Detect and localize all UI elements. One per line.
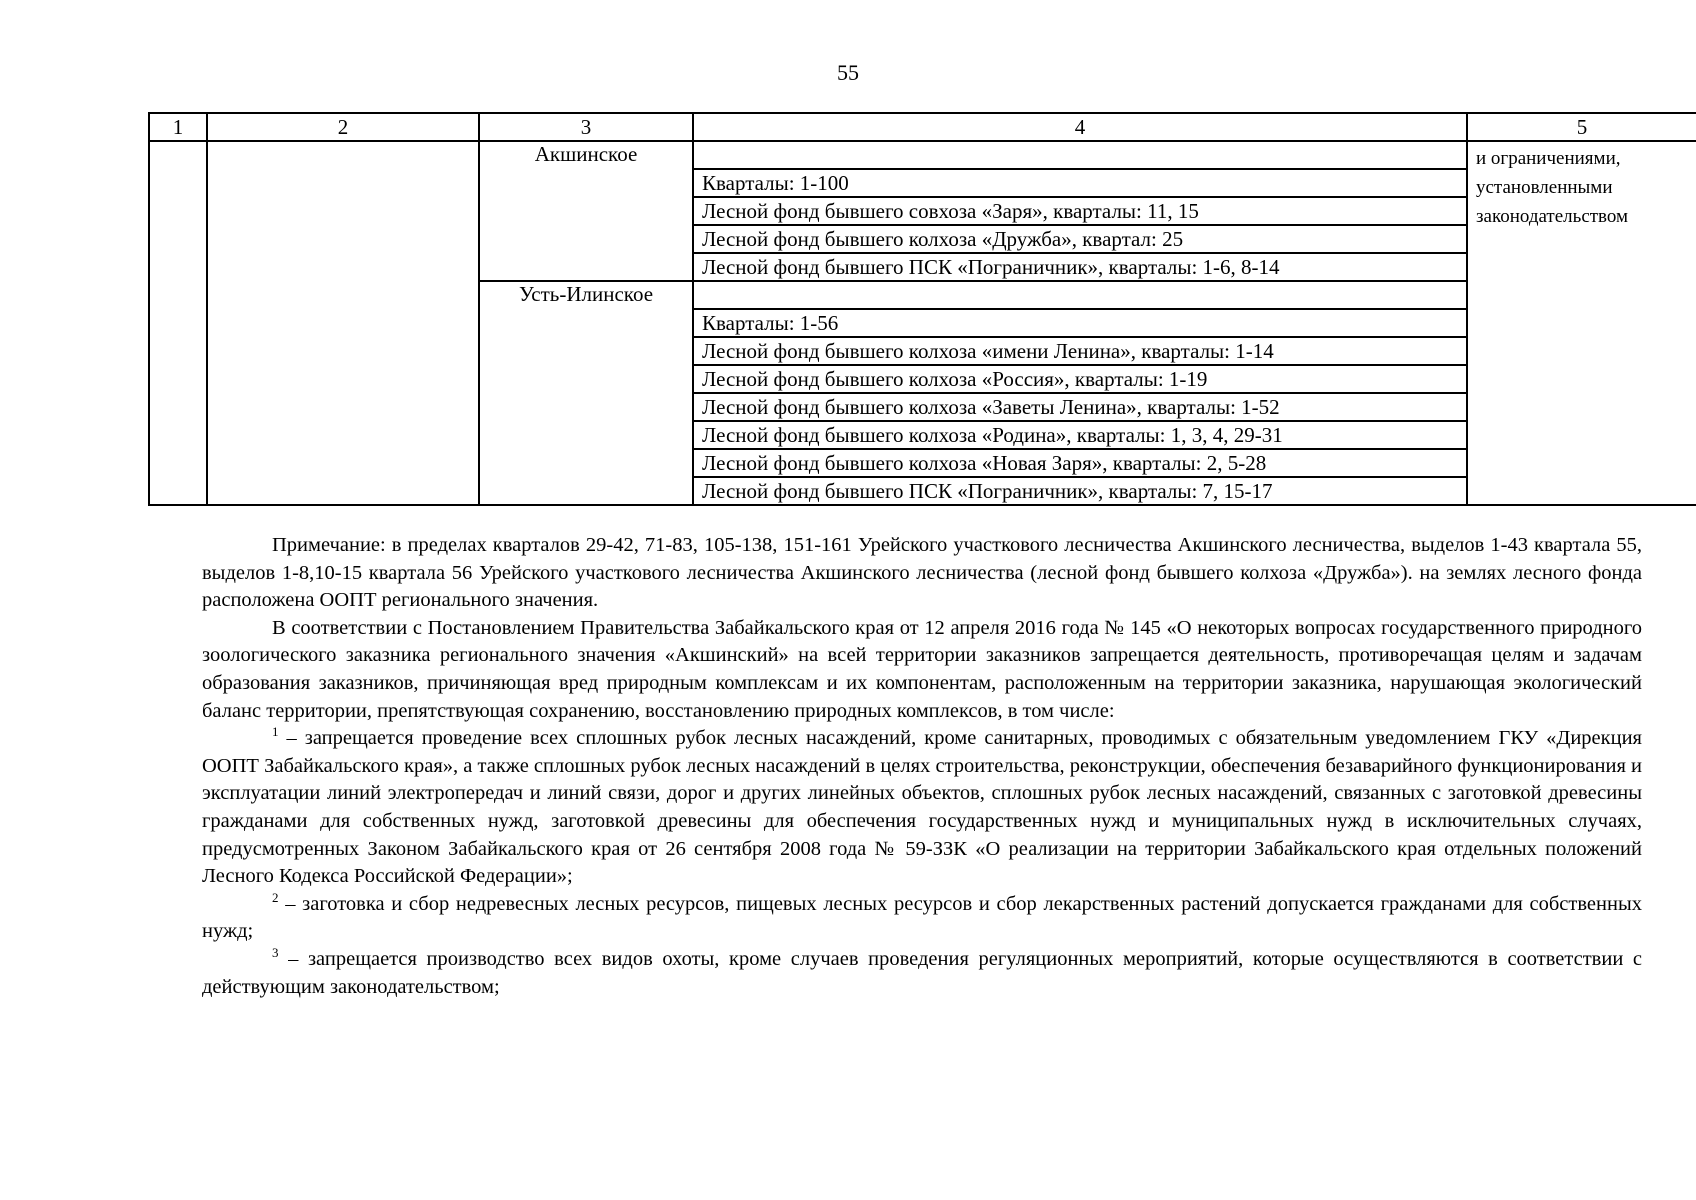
table-header-row [149, 113, 1696, 141]
quarters-cell: Лесной фонд бывшего колхоза «Россия», кварталы: 1-19 [693, 365, 1467, 393]
quarters-cell: Лесной фонд бывшего ПСК «Пограничник», кварталы: 7, 15-17 [693, 477, 1467, 505]
footnote-marker: 3 [272, 945, 279, 961]
header-cell-3: 3 [479, 113, 693, 141]
empty-cell-col2 [207, 141, 479, 505]
header-cell-5: 5 [1467, 113, 1696, 141]
restriction-item-3 [202, 946, 1642, 1001]
header-cell-4: 4 [693, 113, 1467, 141]
quarters-cell: Лесной фонд бывшего колхоза «Новая Заря», кварталы: 2, 5-28 [693, 449, 1467, 477]
quarters-cell [693, 281, 1467, 309]
table-row [149, 141, 1696, 169]
restriction-text: – заготовка и сбор недревесных лесных ресурсов, пищевых лесных ресурсов и сбор лекарственных растений допускается гражданами для собственных нужд; [202, 892, 1642, 943]
restriction-text: – запрещается производство всех видов охоты, кроме случаев проведения регуляционных мероприятий, которые осуществляются в соответствии с действующим законодательством; [202, 947, 1642, 998]
restriction-text: – запрещается проведение всех сплошных рубок лесных насаждений, кроме санитарных, проводимых с обязательным уведомлением ГКУ «Дирекция ООПТ Забайкальского края», а также сплошных рубок лесных насаждений в целях строительства, реконструкции, обеспечения безаварийного функционирования и эксплуатации линий электропередач и линий связи, дорог и других линейных объектов, сплошных рубок лесных насаждений, связанных с заготовкой древесины гражданами для собственных нужд, заготовкой древесины для обеспечения государственных нужд и муниципальных нужд в исключительных случаях, предусмотренных Законом Забайкальского края от 26 сентября 2008 года № 59-ЗЗК «О реализации на территории Забайкальского края отдельных положений Лесного Кодекса Российской Федерации»; [202, 727, 1642, 888]
header-cell-2: 2 [207, 113, 479, 141]
quarters-cell: Кварталы: 1-56 [693, 309, 1467, 337]
empty-cell-col1 [149, 141, 207, 505]
quarters-cell: Лесной фонд бывшего совхоза «Заря», кварталы: 11, 15 [693, 197, 1467, 225]
restriction-item-1 [202, 725, 1642, 891]
forestry-name-cell: Усть-Илинское [479, 281, 693, 505]
restrictions-cell: и ограничениями, установленными законодательством [1467, 141, 1696, 505]
forestry-name-cell: Акшинское [479, 141, 693, 281]
quarters-cell [693, 141, 1467, 169]
quarters-cell: Лесной фонд бывшего колхоза «Заветы Ленина», кварталы: 1-52 [693, 393, 1467, 421]
page-number: 55 [837, 60, 859, 85]
quarters-cell: Лесной фонд бывшего колхоза «имени Ленина», кварталы: 1-14 [693, 337, 1467, 365]
notes-section [202, 532, 1642, 1001]
quarters-cell: Лесной фонд бывшего ПСК «Пограничник», кварталы: 1-6, 8-14 [693, 253, 1467, 281]
quarters-cell: Лесной фонд бывшего колхоза «Дружба», квартал: 25 [693, 225, 1467, 253]
quarters-cell: Кварталы: 1-100 [693, 169, 1467, 197]
quarters-cell: Лесной фонд бывшего колхоза «Родина», кварталы: 1, 3, 4, 29-31 [693, 421, 1467, 449]
footnote-marker: 1 [272, 724, 279, 740]
header-cell-1: 1 [149, 113, 207, 141]
footnote-marker: 2 [272, 889, 279, 905]
forestry-table [148, 112, 1696, 506]
note-paragraph: Примечание: в пределах кварталов 29-42, 71-83, 105-138, 151-161 Урейского участкового лесничества Акшинского лесничества, выделов 1-43 квартала 55, выделов 1-8,10-15 квартала 56 Урейского участкового лесничества Акшинского лесничества (лесной фонд бывшего колхоза «Дружба»). на землях лесного фонда расположена ООПТ регионального значения. [202, 534, 1642, 612]
restriction-item-2 [202, 891, 1642, 946]
intro-paragraph: В соответствии с Постановлением Правительства Забайкальского края от 12 апреля 2016 года № 145 «О некоторых вопросах государственного природного зоологического заказника регионального значения «Акшинский» на всей территории заказников запрещается деятельность, противоречащая целям и задачам образования заказников, причиняющая вред природным комплексам и их компонентам, расположенным на территории заказника, нарушающая экологический баланс территории, препятствующая сохранению, восстановлению природных комплексов, в том числе: [202, 616, 1642, 722]
